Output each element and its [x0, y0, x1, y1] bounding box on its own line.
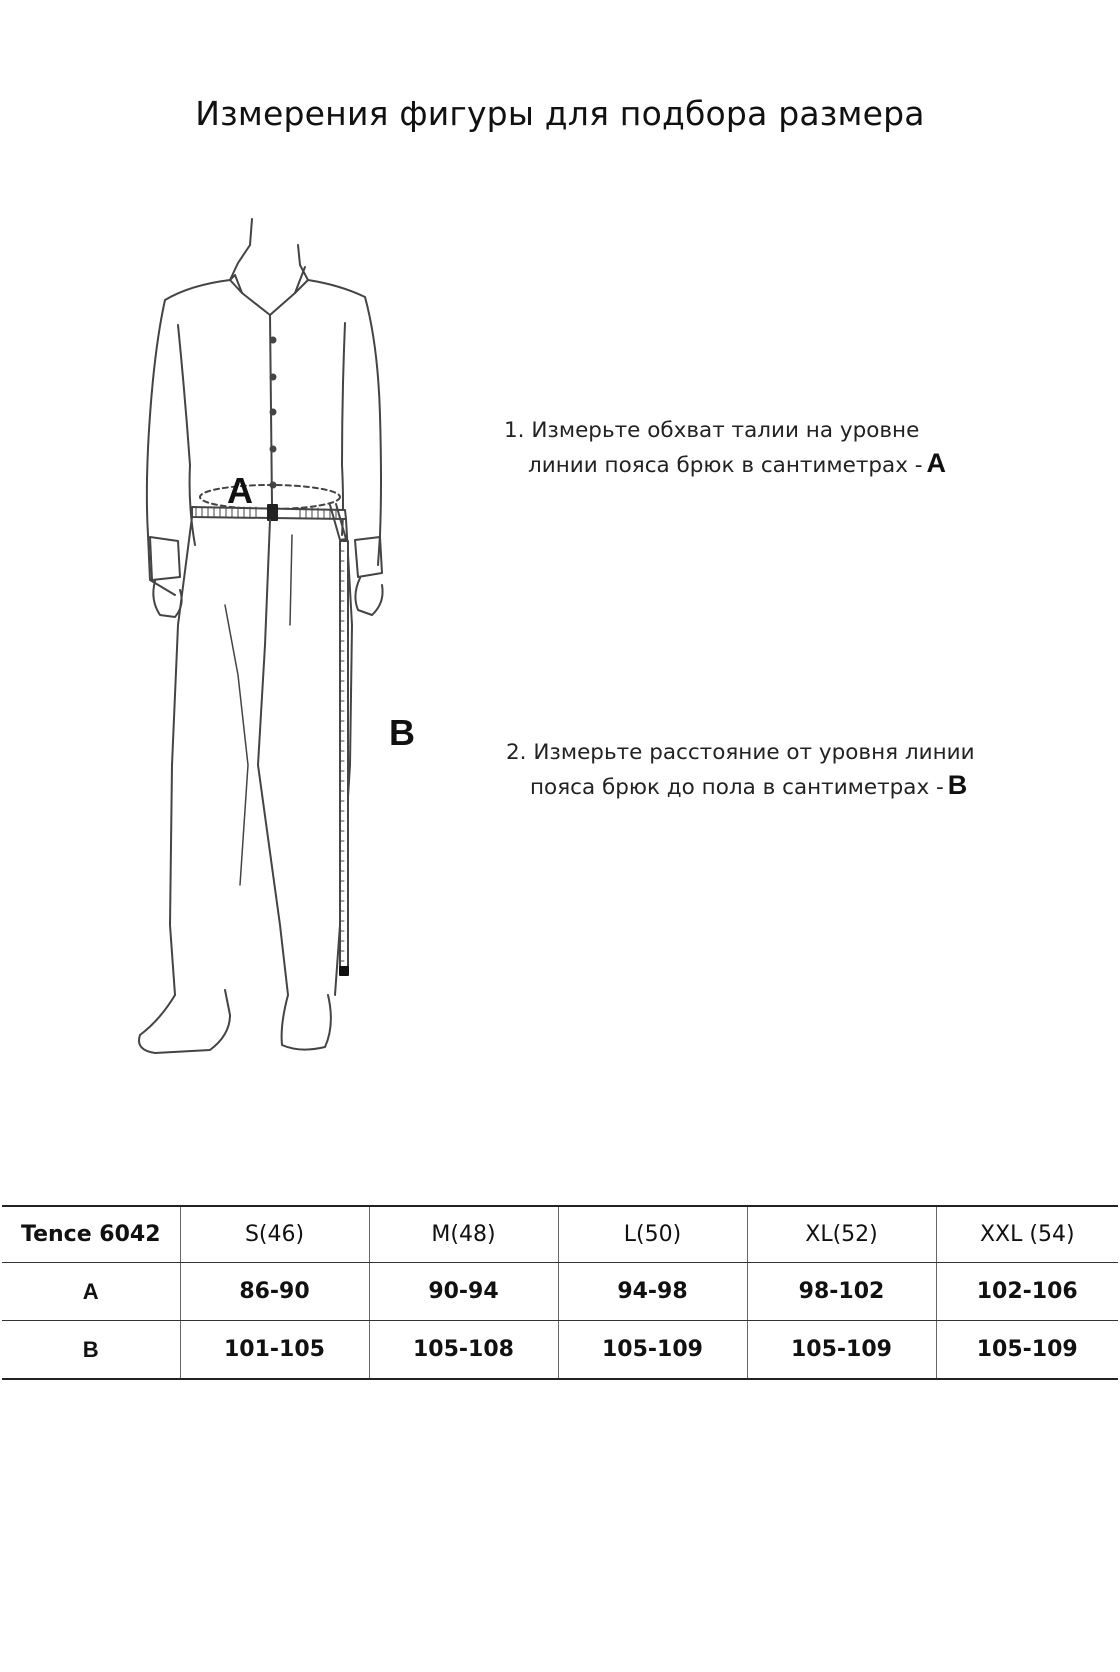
table-cell: 94-98	[558, 1263, 747, 1321]
instruction-line: 1. Измерьте обхват талии на уровне	[504, 418, 920, 443]
table-cell: 86-90	[180, 1263, 369, 1321]
man-measurement-illustration	[130, 205, 450, 1075]
table-cell: 105-109	[936, 1321, 1118, 1380]
instruction-waist	[504, 414, 946, 482]
table-cell: 105-109	[747, 1321, 936, 1380]
row-label: B	[2, 1321, 180, 1380]
table-header-row	[2, 1206, 1118, 1263]
instruction-tag: B	[947, 770, 968, 800]
size-header: S(46)	[180, 1206, 369, 1263]
instruction-line: линии пояса брюк в сантиметрах - A	[528, 448, 947, 478]
instruction-line: 2. Измерьте расстояние от уровня линии	[506, 740, 975, 765]
table-row	[2, 1263, 1118, 1321]
row-label: A	[2, 1263, 180, 1321]
size-header: M(48)	[369, 1206, 558, 1263]
table-cell: 105-109	[558, 1321, 747, 1380]
size-header: XL(52)	[747, 1206, 936, 1263]
label-a: A	[227, 470, 253, 511]
table-cell: 105-108	[369, 1321, 558, 1380]
instruction-length	[506, 736, 975, 804]
table-cell: 101-105	[180, 1321, 369, 1380]
table-cell: 90-94	[369, 1263, 558, 1321]
page-title: Измерения фигуры для подбора размера	[195, 94, 925, 133]
size-table	[2, 1205, 1118, 1380]
table-cell: 98-102	[747, 1263, 936, 1321]
table-cell: 102-106	[936, 1263, 1118, 1321]
instruction-line: пояса брюк до пола в сантиметрах - B	[530, 770, 968, 800]
size-header: L(50)	[558, 1206, 747, 1263]
size-header: XXL (54)	[936, 1206, 1118, 1263]
label-b: B	[389, 712, 415, 753]
instruction-tag: A	[926, 448, 947, 478]
model-name: Tence 6042	[2, 1206, 180, 1263]
table-row	[2, 1321, 1118, 1380]
